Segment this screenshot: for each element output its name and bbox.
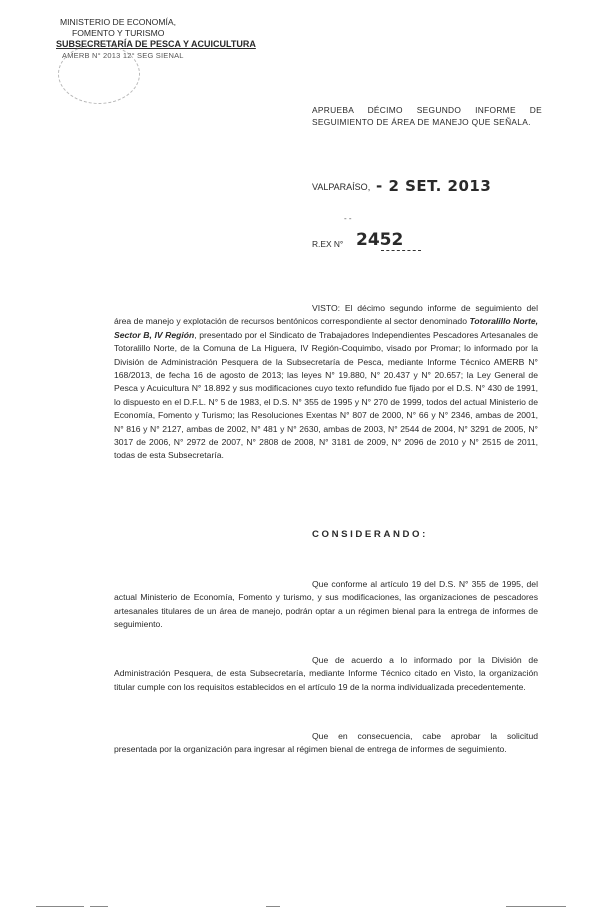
considerando-paragraph-2: Que de acuerdo a lo informado por la División de Administración Pesquera, de esta Subsecretaría, mediante Informe Técnico citado en Visto, la organización titular cumple con los requisitos establecidos en el artículo 19 de la norma individualizada precedentemente. — [114, 655, 538, 692]
resolution-number-block — [312, 230, 552, 252]
footer-mark — [506, 906, 566, 907]
stamp-reference: AMERB N° 2013 12° SEG SIENAL — [62, 51, 184, 60]
ministry-name-line2: FOMENTO Y TURISMO — [72, 28, 165, 38]
considerando-paragraph-1: Que conforme al artículo 19 del D.S. N° 355 de 1995, del actual Ministerio de Economía, Fomento y turismo, y sus modificaciones, las organizaciones de pescadores artesanales titulares de un área de manejo, podrán optar a un régimen bienal para la entrega de informes de seguimiento. — [114, 579, 538, 630]
document-subject: APRUEBA DÉCIMO SEGUNDO INFORME DE SEGUIMIENTO DE ÁREA DE MANEJO QUE SEÑALA. — [312, 105, 542, 127]
official-seal-icon — [58, 44, 140, 104]
considerando-paragraph-3: Que en consecuencia, cabe aprobar la solicitud presentada por la organización para ingresar al régimen bienal de entrega de informes de seguimiento. — [114, 731, 538, 755]
issue-date: - 2 SET. 2013 — [376, 177, 492, 195]
visto-rest: , presentado por el Sindicato de Trabajadores Independientes Pescadores Artesanales de Totoralillo Norte, de la Comuna de La Higuera, IV Región-Coquimbo, visado por Promar; lo informado por la División de Administración Pesquera de la Subsecretaría de Pesca, mediante Informe Técnico AMERB N° 168/2013, de fecha 16 de agosto de 2013; las leyes N° 19.880, N° 20.437 y N° 20.657; la Ley General de Pesca y Acuicultura N° 18.892 y sus modificaciones cuyo texto refundido fue fijado por el D.S. N° 430 de 1991, lo dispuesto en el D.F.L. N° 5 de 1983, el D.S. N° 355 de 1995 y N° 270 de 1999, todos del actual Ministerio de Economía, Fomento y Turismo; las Resoluciones Exentas N° 807 de 2000, N° 66 y N° 2346, ambas de 2001, N° 816 y N° 2127, ambas de 2002, N° 481 y N° 2630, ambas de 2003, N° 2544 de 2004, N° 3291 de 2005, N° 3017 de 2006, N° 2972 de 2007, N° 2808 de 2008, N° 3181 de 2009, N° 2096 de 2010 y N° 2515 de 2011, todas de esta Subsecretaría. — [114, 329, 538, 461]
resolution-number: 2452 — [356, 230, 404, 250]
resolution-underline — [381, 250, 421, 251]
visto-paragraph — [114, 302, 538, 463]
place-date — [312, 177, 552, 197]
footer-mark — [36, 906, 84, 907]
visto-sector: Totoralillo Norte, Sector B, IV Región — [114, 316, 538, 340]
subsecretaria-name: SUBSECRETARÍA DE PESCA Y ACUICULTURA — [56, 39, 256, 49]
footer-mark — [266, 906, 280, 907]
considerando-heading: CONSIDERANDO: — [312, 529, 428, 540]
resolution-label: R.EX N° — [312, 239, 344, 249]
footer-mark — [90, 906, 108, 907]
visto-lead: VISTO: El décimo segundo informe de seguimiento del área de manejo y explotación de recursos bentónicos correspondiente al sector denominado — [114, 303, 538, 327]
page-footer-marks — [36, 902, 566, 912]
ministry-name-line1: MINISTERIO DE ECONOMÍA, — [60, 17, 177, 27]
number-marker: - - — [344, 214, 352, 223]
place-label: VALPARAÍSO, — [312, 182, 371, 192]
